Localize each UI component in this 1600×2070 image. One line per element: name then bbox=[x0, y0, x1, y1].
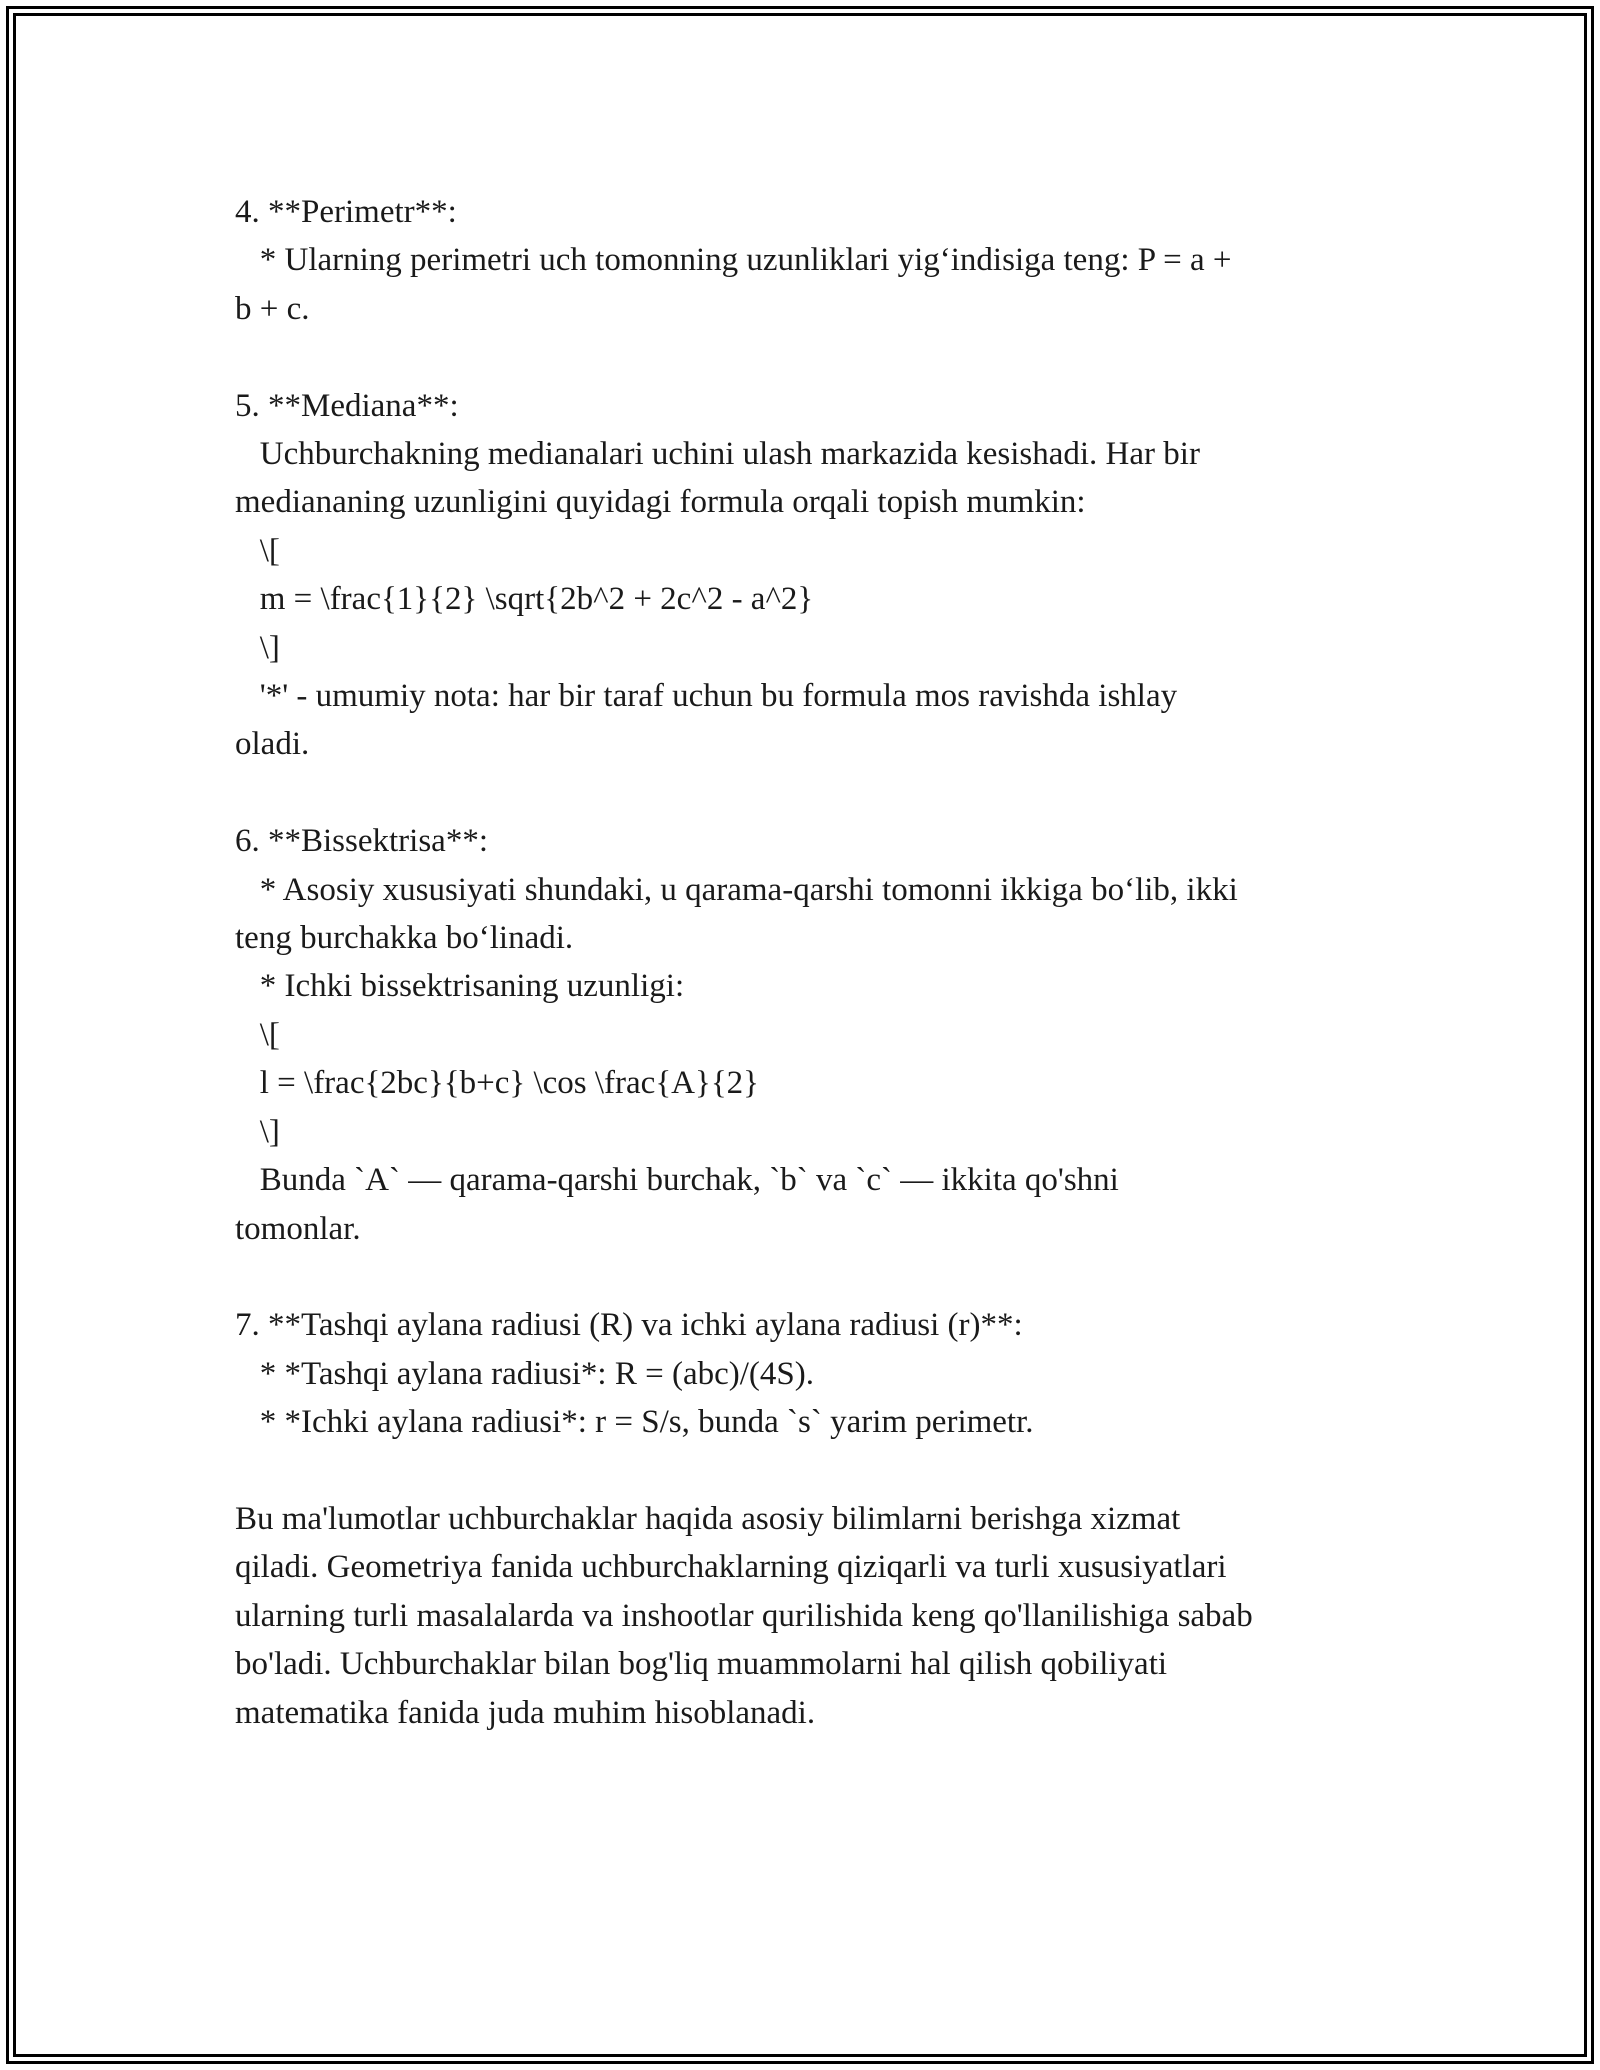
document-body bbox=[235, 188, 1375, 1737]
formula-line: \[ bbox=[235, 1016, 280, 1053]
section-conclusion bbox=[235, 1495, 1375, 1737]
text-line: Uchburchakning medianalari uchini ulash markazida kesishadi. Har bir bbox=[235, 436, 1200, 473]
text-line: Bunda `A` — qarama-qarshi burchak, `b` va `c` — ikkita qo'shni bbox=[235, 1162, 1119, 1199]
text-line: * *Tashqi aylana radiusi*: R = (abc)/(4S). bbox=[235, 1355, 814, 1392]
paragraph-gap bbox=[235, 1253, 1375, 1301]
text-line: b + c. bbox=[235, 290, 310, 327]
text-line: * Asosiy xususiyati shundaki, u qarama-qarshi tomonni ikkiga bo‘lib, ikki bbox=[235, 871, 1238, 908]
section-bissektrisa bbox=[235, 817, 1375, 1253]
section-mediana bbox=[235, 382, 1375, 769]
section-perimetr bbox=[235, 188, 1375, 333]
formula-line: m = \frac{1}{2} \sqrt{2b^2 + 2c^2 - a^2} bbox=[235, 581, 814, 618]
text-line: qiladi. Geometriya fanida uchburchaklarning qiziqarli va turli xususiyatlari bbox=[235, 1549, 1227, 1586]
text-line: * Ularning perimetri uch tomonning uzunliklari yig‘indisiga teng: P = a + bbox=[235, 242, 1232, 279]
section-heading: 5. **Mediana**: bbox=[235, 387, 459, 424]
paragraph-gap bbox=[235, 769, 1375, 817]
text-line: ularning turli masalalarda va inshootlar qurilishida keng qo'llanilishiga sabab bbox=[235, 1597, 1253, 1634]
section-heading: 6. **Bissektrisa**: bbox=[235, 823, 488, 860]
section-radius bbox=[235, 1301, 1375, 1446]
text-line: * *Ichki aylana radiusi*: r = S/s, bunda `s` yarim perimetr. bbox=[235, 1404, 1034, 1441]
text-line: oladi. bbox=[235, 726, 310, 763]
text-line: teng burchakka bo‘linadi. bbox=[235, 920, 574, 957]
text-line: bo'ladi. Uchburchaklar bilan bog'liq muammolarni hal qilish qobiliyati bbox=[235, 1646, 1168, 1683]
text-line: '*' - umumiy nota: har bir taraf uchun bu formula mos ravishda ishlay bbox=[235, 678, 1178, 715]
section-heading: 4. **Perimetr**: bbox=[235, 194, 457, 230]
text-line: mediananing uzunligini quyidagi formula orqali topish mumkin: bbox=[235, 484, 1086, 521]
section-heading: 7. **Tashqi aylana radiusi (R) va ichki aylana radiusi (r)**: bbox=[235, 1307, 1023, 1344]
formula-line: l = \frac{2bc}{b+c} \cos \frac{A}{2} bbox=[235, 1065, 760, 1102]
text-line: * Ichki bissektrisaning uzunligi: bbox=[235, 968, 685, 1005]
text-line: Bu ma'lumotlar uchburchaklar haqida asosiy bilimlarni berishga xizmat bbox=[235, 1500, 1181, 1537]
formula-line: \] bbox=[235, 1113, 280, 1150]
formula-line: \] bbox=[235, 629, 280, 666]
text-line: tomonlar. bbox=[235, 1210, 361, 1247]
formula-line: \[ bbox=[235, 532, 280, 569]
paragraph-gap bbox=[235, 333, 1375, 381]
text-line: matematika fanida juda muhim hisoblanadi. bbox=[235, 1694, 816, 1731]
paragraph-gap bbox=[235, 1447, 1375, 1495]
